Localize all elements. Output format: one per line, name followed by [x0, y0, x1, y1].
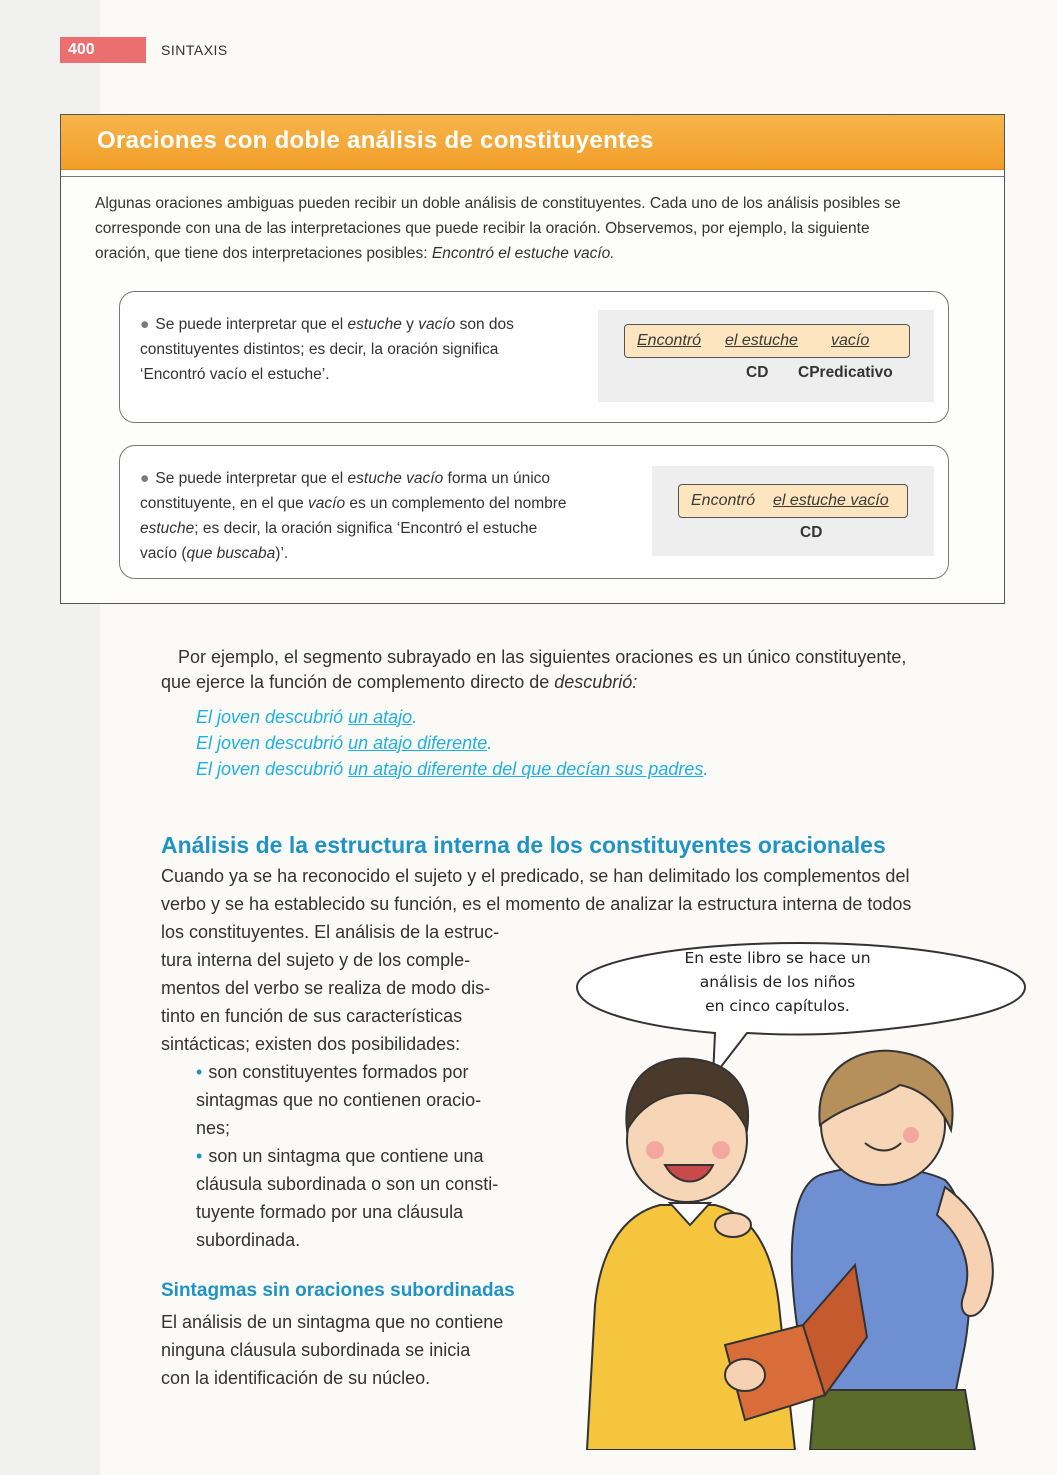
- subsection-heading: Sintagmas sin oraciones subordinadas: [161, 1280, 515, 1301]
- bullet-2-line-1: • son un sintagma que contiene una: [196, 1146, 484, 1166]
- subsection-line-3: con la identificación de su núcleo.: [161, 1368, 431, 1388]
- bullet-1-line-3: nes;: [196, 1118, 231, 1138]
- intro-line-2: corresponde con una de las interpretaciones que puede recibir la oración. Observemos, por ejemplo, la siguiente: [95, 220, 870, 237]
- interpretation-2-text: ● Se puede interpretar que el estuche vacío forma un único constituyente, en el que vacío es un complemento del nombre estuche; es decir, la oración significa ‘Encontró el estuche vacío (que buscaba)’.: [140, 470, 567, 562]
- subsection-line-1: El análisis de un sintagma que no contiene: [161, 1312, 504, 1332]
- constituent-word: el estuche vacío: [773, 492, 889, 509]
- box-divider: [61, 176, 1004, 177]
- girl-skirt-icon: [810, 1390, 975, 1450]
- subsection-line-2: ninguna cláusula subordinada se inicia: [161, 1340, 471, 1360]
- bullet-1-line-2: sintagmas que no contienen oracio-: [196, 1090, 482, 1110]
- analyzed-sentence-1: [624, 324, 910, 358]
- bullet-icon: •: [196, 1146, 203, 1166]
- bullet-1-line-1: • son constituyentes formados por: [196, 1062, 469, 1082]
- section2-line-7: sintácticas; existen dos posibilidades:: [161, 1034, 461, 1054]
- box-intro: [95, 191, 985, 266]
- section2-line-3: los constituyentes. El análisis de la estruc-: [161, 922, 500, 942]
- function-label-cd: CD: [746, 364, 769, 381]
- section2-line-6: tinto en función de sus características: [161, 1006, 463, 1026]
- running-header-section: SINTAXIS: [161, 42, 228, 58]
- analyzed-sentence-2: [678, 484, 908, 518]
- intro-line-1: Algunas oraciones ambiguas pueden recibir un doble análisis de constituyentes. Cada uno de los análisis posibles se: [95, 195, 901, 212]
- constituent-word: vacío: [831, 332, 870, 349]
- intro-example-sentence: Encontró el estuche vacío.: [431, 245, 615, 262]
- constituent-word: el estuche: [725, 332, 798, 349]
- bullet-2-line-3: tuyente formado por una cláusula: [196, 1202, 464, 1222]
- section2-line-4: tura interna del sujeto y de los comple-: [161, 950, 471, 970]
- page-number: 400: [60, 37, 146, 63]
- constituent-word: Encontró: [691, 492, 756, 509]
- section-heading: Análisis de la estructura interna de los constituyentes oracionales: [161, 832, 886, 858]
- constituent-word: Encontró: [637, 332, 702, 349]
- example-sentence-1: El joven descubrió un atajo.: [196, 707, 418, 727]
- example-sentence-3: El joven descubrió un atajo diferente del que decían sus padres.: [196, 759, 709, 779]
- analysis-panel-1: [598, 310, 934, 402]
- box-header-band: [61, 115, 1004, 170]
- bullet-icon: ●: [140, 470, 150, 487]
- section2-line-5: mentos del verbo se realiza de modo dis-: [161, 978, 491, 998]
- analysis-panel-2: [652, 466, 934, 556]
- function-label-cd: CD: [800, 524, 823, 541]
- section2-line-1: Cuando ya se ha reconocido el sujeto y el predicado, se han delimitado los complementos del: [161, 866, 910, 886]
- examples-intro-line-2: que ejerce la función de complemento directo de descubrió:: [161, 672, 638, 692]
- bullet-2-line-2: cláusula subordinada o son un consti-: [196, 1174, 499, 1194]
- bullet-2-line-4: subordinada.: [196, 1230, 301, 1250]
- examples-intro-line-1: Por ejemplo, el segmento subrayado en las siguientes oraciones es un único constituyente,: [178, 647, 907, 667]
- interpretation-box-2: [119, 445, 949, 579]
- interpretation-box-1: [119, 291, 949, 423]
- intro-line-3: oración, que tiene dos interpretaciones posibles:: [95, 245, 428, 262]
- speech-bubble-text: En este libro se hace un análisis de los niños en cinco capítulos.: [684, 949, 871, 1015]
- function-label-cpredicativo: CPredicativo: [798, 364, 893, 381]
- doble-analisis-box: [60, 114, 1005, 604]
- bullet-icon: •: [196, 1062, 203, 1082]
- example-sentence-2: El joven descubrió un atajo diferente.: [196, 733, 493, 753]
- bullet-icon: ●: [140, 316, 150, 333]
- box-title: Oraciones con doble análisis de constituyentes: [97, 127, 654, 154]
- interpretation-1-text: ● Se puede interpretar que el estuche y vacío son dos constituyentes distintos; es decir, la oración significa ‘Encontró vacío el estuche’.: [140, 316, 514, 383]
- section2-line-2: verbo y se ha establecido su función, es el momento de analizar la estructura interna de todos: [161, 894, 912, 914]
